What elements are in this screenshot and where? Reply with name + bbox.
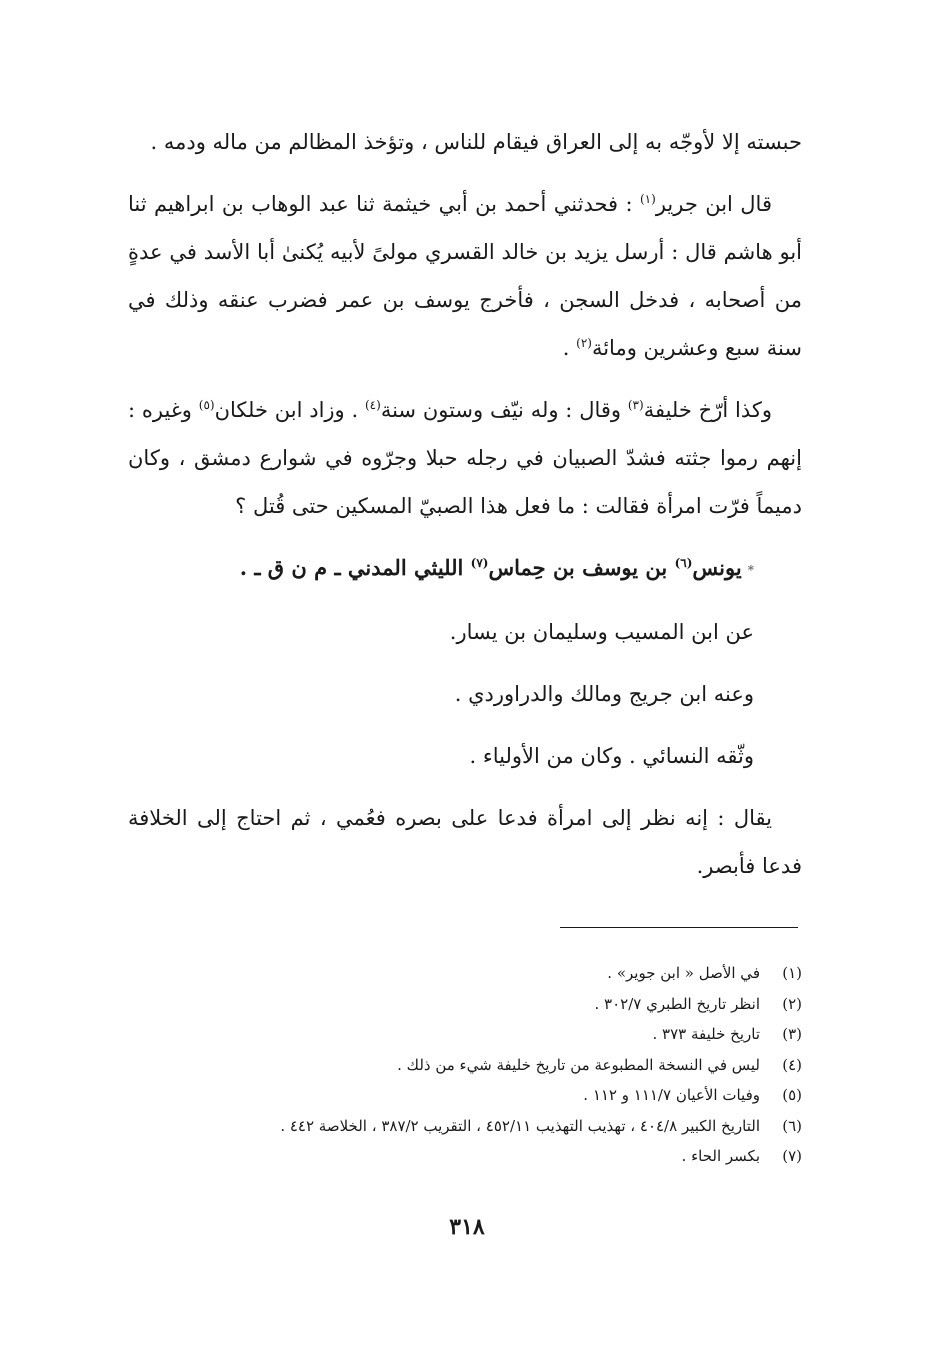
line-narrated-by: وعنه ابن جريج ومالك والدراوردي . <box>454 681 754 706</box>
entry-star-icon: * <box>747 562 754 577</box>
footnote-ref-5[interactable]: (٥) <box>198 398 215 412</box>
footnote-number: (٦) <box>782 1116 802 1135</box>
entry-heading-lineage: بن يوسف بن حِماس <box>488 555 675 580</box>
paragraph-3-part-c: . وزاد ابن خلكان <box>214 398 365 422</box>
entry-heading-name: يونس <box>692 555 742 580</box>
footnote-4 <box>150 1050 802 1081</box>
footnote-1 <box>150 958 802 989</box>
footnote-5 <box>150 1080 802 1111</box>
footnote-divider <box>560 927 798 928</box>
paragraph-3-part-d: وغيره : إنهم رموا جثته فشدّ الصبيان في رجله حبلا وجرّوه في شوارع دمشق ، وكان دميماً فرّت امرأة فقالت : ما فعل هذا الصبيّ المسكين حتى قُتل ؟ <box>128 398 802 518</box>
footnote-number: (٢) <box>782 994 802 1013</box>
line-authentication: وثّقه النسائي . وكان من الأولياء . <box>469 743 754 768</box>
footnote-ref-2[interactable]: (٢) <box>576 336 592 350</box>
footnote-text: انظر تاريخ الطبري ٣٠٢/٧ . <box>594 994 760 1013</box>
paragraph-3-part-b: وقال : وله نيّف وستون سنة <box>380 398 628 422</box>
line-narrated-from: عن ابن المسيب وسليمان بن يسار. <box>449 619 754 644</box>
paragraph-2 <box>128 180 802 372</box>
footnote-number: (١) <box>782 964 802 982</box>
footnote-number: (٧) <box>782 1147 802 1165</box>
footnote-number: (٣) <box>782 1025 802 1043</box>
footnote-text: التاريخ الكبير ٤٠٤/٨ ، تهذيب التهذيب ٤٥٢/١١ ، التقريب ٣٨٧/٢ ، الخلاصة ٤٤٢ . <box>280 1116 760 1135</box>
footnote-number: (٥) <box>782 1086 802 1104</box>
footnote-text: ليس في النسخة المطبوعة من تاريخ خليفة شيء من ذلك . <box>397 1055 760 1074</box>
footnote-7 <box>150 1141 802 1172</box>
footnote-ref-7[interactable]: (٧) <box>470 556 489 570</box>
entry-heading-nisba: الليثي المدني ـ م ن ق ـ . <box>239 555 471 580</box>
paragraph-2-lead: قال ابن جرير <box>655 192 772 216</box>
footnote-ref-3[interactable]: (٣) <box>627 398 644 412</box>
paragraph-last: يقال : إنه نظر إلى امرأة فدعا على بصره فعُمي ، ثم احتاج إلى الخلافة فدعا فأبصر. <box>128 805 802 878</box>
footnote-text: في الأصل « ابن جوير» . <box>607 964 760 982</box>
page-number: ٣١٨ <box>449 1214 485 1240</box>
footnote-text: تاريخ خليفة ٣٧٣ . <box>652 1025 760 1043</box>
footnote-ref-6[interactable]: (٦) <box>674 556 693 570</box>
footnotes <box>150 958 802 1172</box>
paragraph-3-part-a: وكذا أرّخ خليفة <box>643 398 772 422</box>
footnote-ref-1[interactable]: (١) <box>639 192 656 206</box>
paragraph-2-end: . <box>562 336 577 360</box>
footnote-text: بكسر الحاء . <box>681 1147 760 1165</box>
footnote-number: (٤) <box>782 1055 802 1074</box>
paragraph-1: حبسته إلا لأوجّه به إلى العراق فيقام للناس ، وتؤخذ المظالم من ماله ودمه . <box>150 130 802 154</box>
paragraph-3 <box>128 386 802 530</box>
footnote-text: وفيات الأعيان ١١١/٧ و ١١٢ . <box>583 1086 760 1104</box>
entry-heading <box>128 544 802 594</box>
footnote-2 <box>150 989 802 1020</box>
paragraph-2-body: : فحدثني أحمد بن أبي خيثمة ثنا عبد الوهاب بن ابراهيم ثنا أبو هاشم قال : أرسل يزيد بن خالد القسري مولىً لأبيه يُكنىٰ أبا الأسد في عدةٍ من أصحابه ، فدخل السجن ، فأخرج يوسف بن عمر فضرب عنقه وذلك في سنة سبع وعشرين ومائة <box>128 192 802 360</box>
footnote-3 <box>150 1019 802 1050</box>
footnote-6 <box>150 1111 802 1142</box>
footnote-ref-4[interactable]: (٤) <box>364 398 381 412</box>
main-text <box>128 118 802 904</box>
